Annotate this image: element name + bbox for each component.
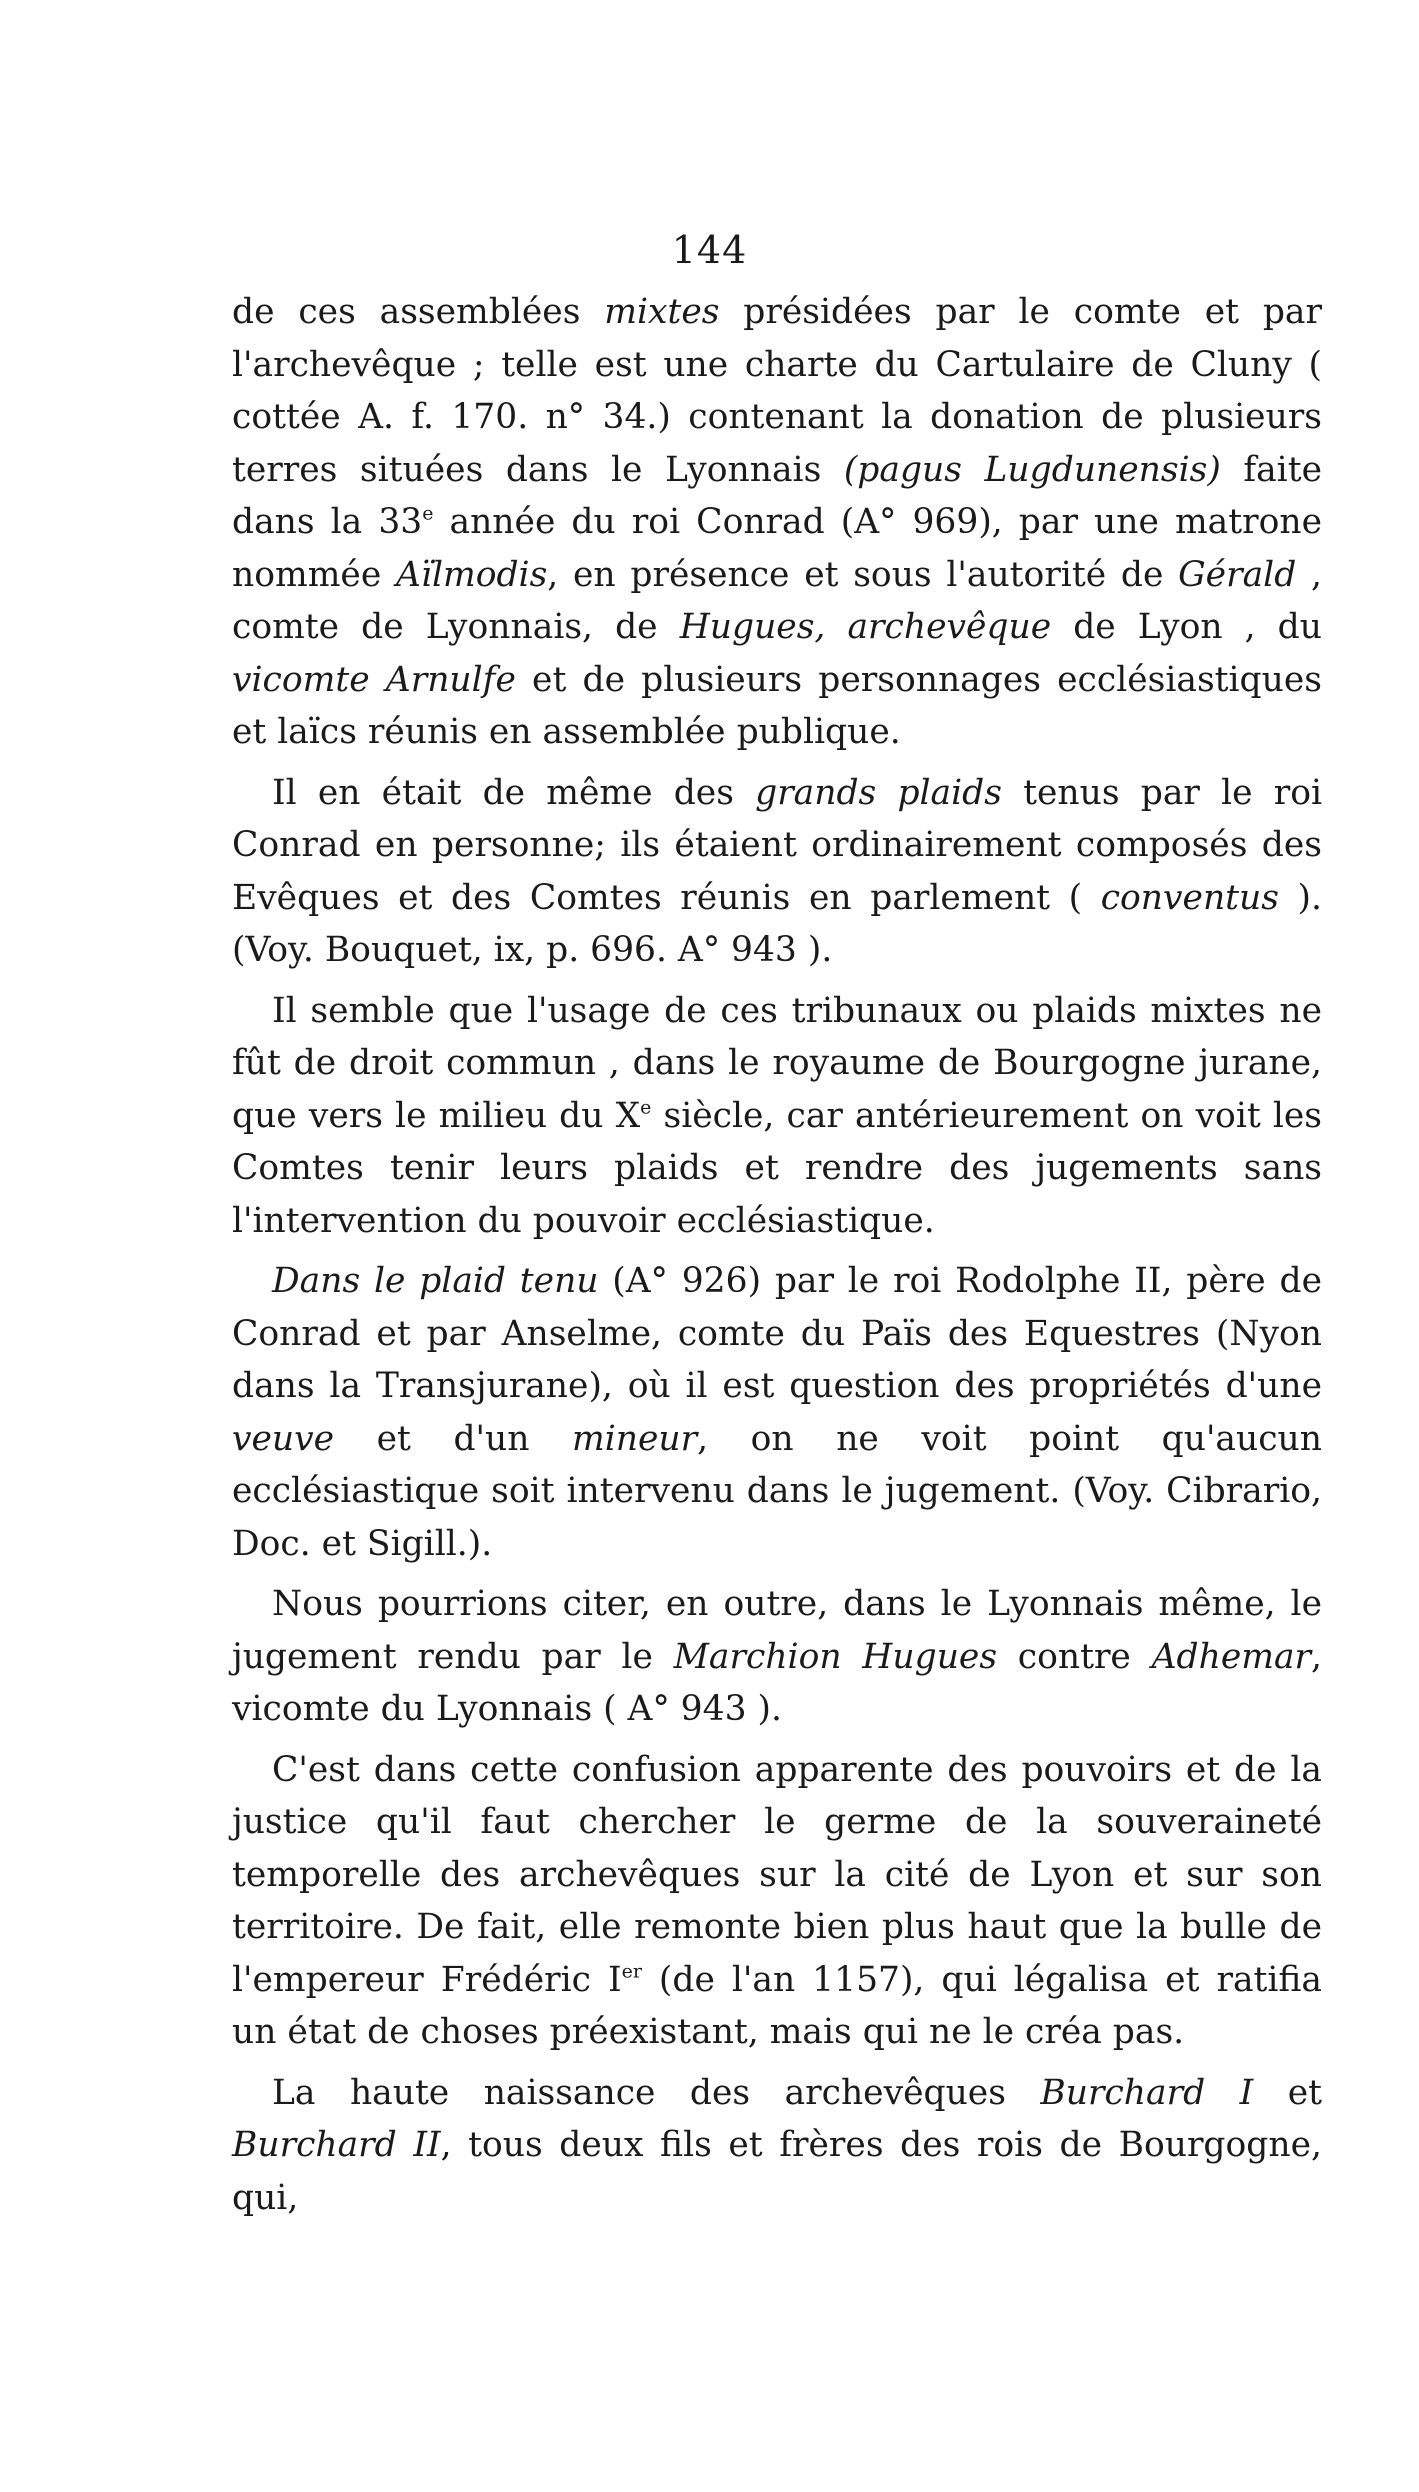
text-run: C'est dans cette confusion apparente des pouvoirs et de la justice qu'il faut chercher le germe de la souveraineté temporelle des archevêques sur la cité de Lyon et sur son territoire. De fait, elle remonte bien plus haut que la bulle de l'empereur Frédéric I bbox=[232, 1749, 1322, 2000]
italic-text: Burchard I bbox=[1040, 2072, 1254, 2113]
text-run: Il en était de même des bbox=[272, 772, 756, 813]
italic-text: grands plaids bbox=[755, 772, 1002, 813]
italic-text: mineur bbox=[572, 1418, 698, 1459]
superscript: e bbox=[640, 1096, 652, 1119]
text-run: ). (Voy. Bouquet, ix, p. 696. A° 943 ). bbox=[232, 877, 1322, 970]
italic-text: Dans le plaid tenu bbox=[272, 1261, 599, 1301]
text-run: faite dans la 33 bbox=[232, 449, 1322, 542]
text-run: , en présence et sous l'autorité de bbox=[547, 554, 1179, 595]
italic-text: Burchard II bbox=[232, 2125, 441, 2165]
paragraph bbox=[232, 767, 1322, 977]
text-run: , on ne voit point qu'aucun ecclésiastique soit intervenu dans le jugement. (Voy. Cibrario, Doc. et Sigill.). bbox=[232, 1418, 1322, 1564]
italic-text: Aïlmodis bbox=[396, 554, 548, 595]
paragraph bbox=[232, 2067, 1322, 2225]
paragraph bbox=[232, 985, 1322, 1248]
text-run: Nous pourrions citer, en outre, dans le Lyonnais même, le jugement rendu par le bbox=[232, 1584, 1322, 1677]
page-number: 144 bbox=[671, 228, 748, 272]
text-run: (de l'an 1157), qui légalisa et ratifia un état de choses préexistant, mais qui ne le créa pas. bbox=[232, 1959, 1322, 2052]
text-run: et d'un bbox=[334, 1418, 573, 1459]
superscript: e bbox=[422, 502, 434, 525]
text-run: Il semble que l'usage de ces tribunaux ou plaids mixtes ne fût de droit commun , dans le royaume de Bourgogne jurane, que vers le milieu du X bbox=[232, 990, 1322, 1136]
text-run: et de plusieurs personnages ecclésiastiques et laïcs réunis en assemblée publique. bbox=[232, 659, 1322, 752]
italic-text: veuve bbox=[232, 1418, 335, 1459]
superscript: er bbox=[621, 1960, 642, 1983]
text-run: de ces assemblées bbox=[232, 292, 605, 332]
italic-text: Adhemar bbox=[1151, 1636, 1312, 1677]
text-run: contre bbox=[997, 1636, 1152, 1677]
text-run: présidées par le comte et par l'archevêque ; telle est une charte du Cartulaire de Cluny ( cottée A. f. 170. n° 34.) contenant la donation de plusieurs terres situées dans le Lyonnais bbox=[232, 292, 1322, 490]
italic-text: Hugues, archevêque bbox=[679, 607, 1052, 647]
italic-text: Marchion Hugues bbox=[673, 1636, 998, 1677]
text-run: , vicomte du Lyonnais ( A° 943 ). bbox=[232, 1636, 1322, 1729]
italic-text: (pagus Lugdunensis) bbox=[843, 449, 1221, 490]
text-run: , tous deux fils et frères des rois de Bourgogne, qui, bbox=[232, 2125, 1322, 2218]
body-text bbox=[232, 286, 1322, 2224]
paragraph bbox=[232, 1578, 1322, 1736]
italic-text: Gérald bbox=[1178, 554, 1297, 595]
italic-text: vicomte Arnulfe bbox=[232, 659, 516, 700]
text-run: et bbox=[1253, 2072, 1322, 2113]
text-run: année du roi Conrad (A° 969), par une matrone nommée bbox=[232, 502, 1322, 595]
text-run: siècle, car antérieurement on voit les Comtes tenir leurs plaids et rendre des jugements sans l'intervention du pouvoir ecclésiastique. bbox=[232, 1095, 1322, 1241]
italic-text: conventus bbox=[1100, 877, 1279, 918]
text-run: (A° 926) par le roi Rodolphe II, père de Conrad et par Anselme, comte du Païs des Equestres (Nyon dans la Transjurane), où il est question des propriétés d'une bbox=[232, 1261, 1322, 1406]
text-run: de Lyon , du bbox=[1051, 607, 1322, 647]
paragraph bbox=[232, 286, 1322, 759]
paragraph bbox=[232, 1744, 1322, 2059]
text-run: , comte de Lyonnais, de bbox=[232, 554, 1322, 647]
italic-text: mixtes bbox=[604, 292, 720, 332]
text-run: tenus par le roi Conrad en personne; ils étaient ordinairement composés des Evêques et des Comtes réunis en parlement ( bbox=[232, 772, 1323, 918]
text-run: La haute naissance des archevêques bbox=[272, 2072, 1041, 2113]
paragraph bbox=[232, 1255, 1322, 1570]
